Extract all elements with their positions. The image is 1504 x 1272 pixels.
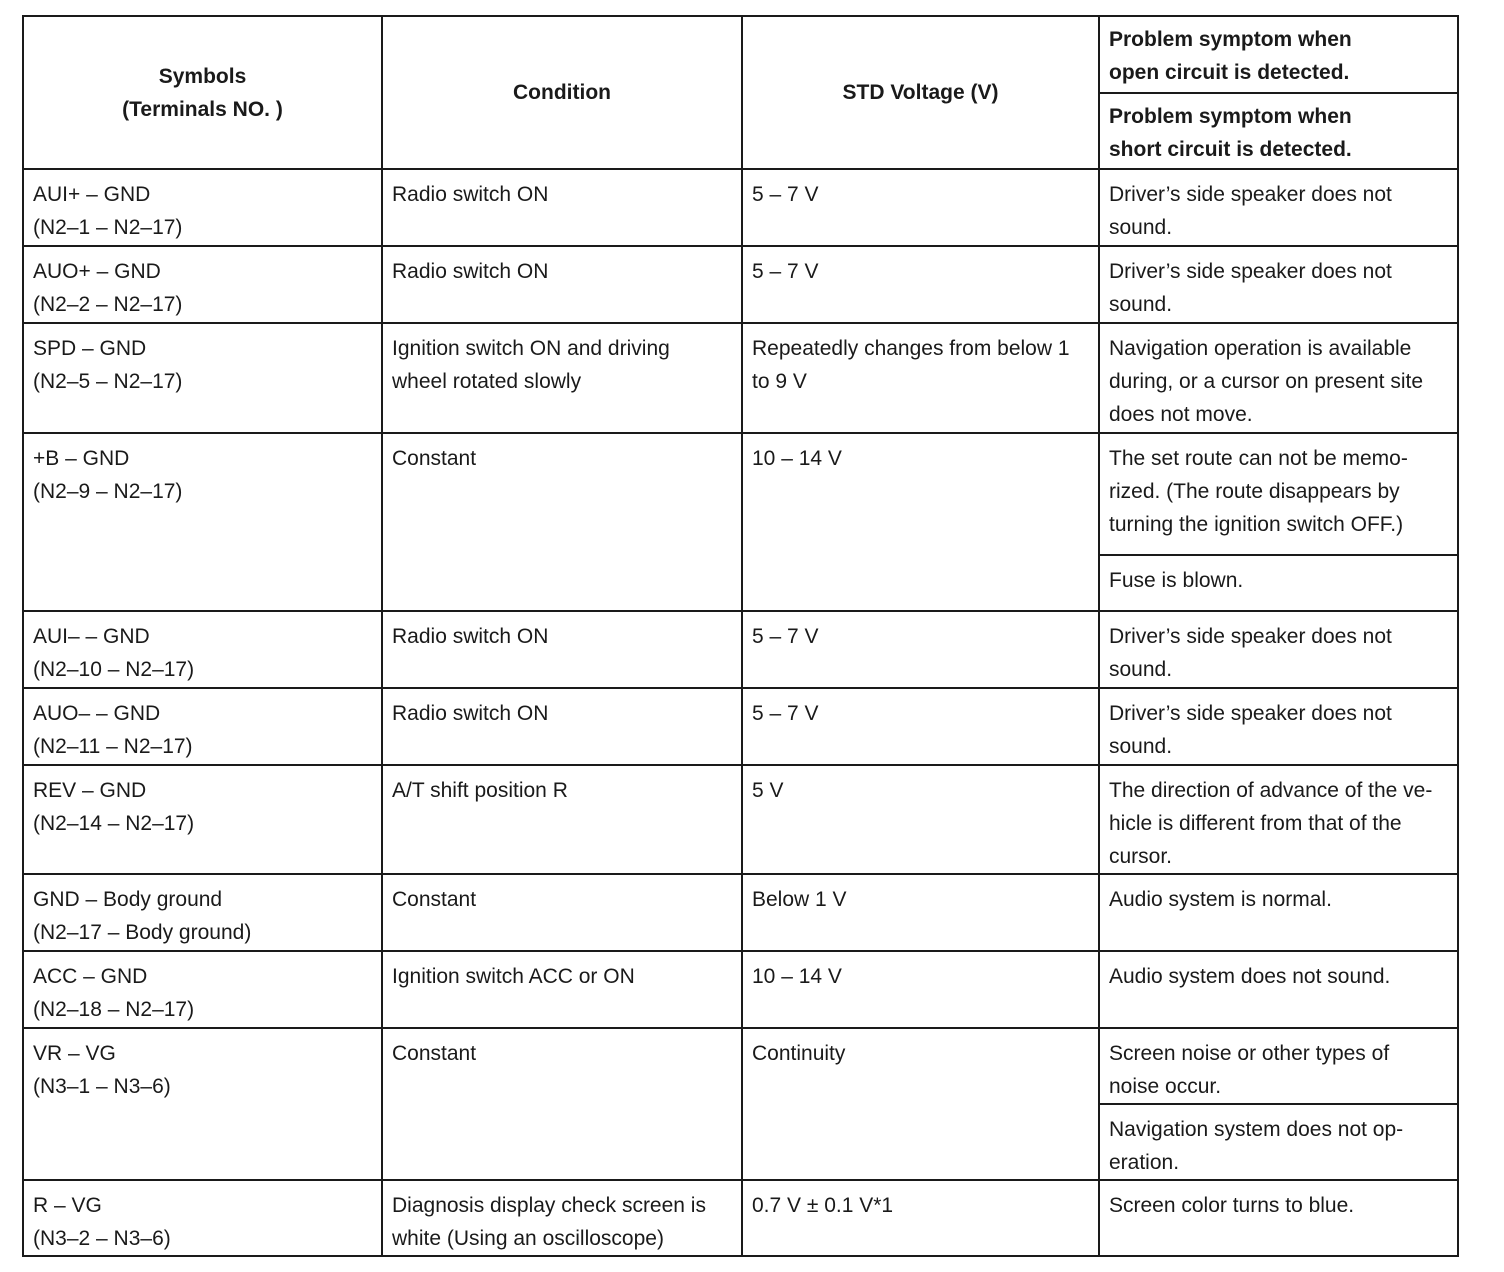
symbol-cell-line: (N2–17 – Body ground) <box>33 921 252 944</box>
condition-cell-line: Radio switch ON <box>392 260 549 283</box>
symptom-cell <box>1099 1180 1458 1256</box>
table-row <box>23 246 1458 323</box>
header-row <box>23 16 1458 93</box>
symbol-cell-line: (N3–1 – N3–6) <box>33 1075 171 1098</box>
symptom-cell <box>1099 1104 1458 1180</box>
symbol-cell-line: R – VG <box>33 1194 102 1217</box>
voltage-cell-line: 10 – 14 V <box>752 965 842 988</box>
condition-cell <box>382 765 742 874</box>
symptom-line: turning the ignition switch OFF.) <box>1109 513 1404 536</box>
symptom-cell <box>1099 169 1458 246</box>
symptom-cell <box>1099 611 1458 688</box>
symbol-cell-line: +B – GND <box>33 447 130 470</box>
symbol-cell <box>23 169 382 246</box>
voltage-cell-line: 5 – 7 V <box>752 183 819 206</box>
symbol-cell <box>23 765 382 874</box>
symptom-line: sound. <box>1109 658 1173 681</box>
symbol-cell-line: (N2–5 – N2–17) <box>33 370 183 393</box>
voltage-cell-line: 5 V <box>752 779 784 802</box>
symbol-cell <box>23 246 382 323</box>
voltage-cell-line: Continuity <box>752 1042 846 1065</box>
voltage-cell-line: 5 – 7 V <box>752 625 819 648</box>
condition-cell-line: white (Using an oscilloscope) <box>392 1227 664 1250</box>
symptom-line: Navigation system does not op- <box>1109 1118 1404 1141</box>
symptom-line: sound. <box>1109 735 1173 758</box>
symbol-cell <box>23 1028 382 1180</box>
condition-cell-line: Ignition switch ON and driving <box>392 337 670 360</box>
condition-cell <box>382 1028 742 1180</box>
condition-cell <box>382 246 742 323</box>
symptom-line: Audio system does not sound. <box>1109 965 1391 988</box>
symbol-cell <box>23 688 382 765</box>
condition-cell-line: Constant <box>392 447 477 470</box>
table-row <box>23 951 1458 1028</box>
header-symbols: Symbols (Terminals NO. ) <box>23 16 382 169</box>
symptom-line: The set route can not be memo- <box>1109 447 1408 470</box>
condition-cell-line: Radio switch ON <box>392 183 549 206</box>
symbol-cell-line: SPD – GND <box>33 337 147 360</box>
symbol-cell <box>23 874 382 951</box>
condition-cell-line: Diagnosis display check screen is <box>392 1194 706 1217</box>
symptom-cell <box>1099 874 1458 951</box>
condition-cell <box>382 1180 742 1256</box>
symbol-cell-line: (N2–1 – N2–17) <box>33 216 183 239</box>
condition-cell-line: Radio switch ON <box>392 702 549 725</box>
symbol-cell-line: (N2–9 – N2–17) <box>33 480 183 503</box>
symbol-cell <box>23 323 382 433</box>
header-condition: Condition <box>382 16 742 169</box>
symptom-cell <box>1099 555 1458 611</box>
header-open-circuit-symptom: Problem symptom when open circuit is detected. <box>1099 16 1458 93</box>
symptom-line: noise occur. <box>1109 1075 1222 1098</box>
symptom-line: sound. <box>1109 293 1173 316</box>
symbol-cell-line: (N2–11 – N2–17) <box>33 735 193 758</box>
symbol-cell <box>23 951 382 1028</box>
symbol-cell <box>23 433 382 611</box>
symbol-cell-line: (N2–18 – N2–17) <box>33 998 195 1021</box>
voltage-cell <box>742 1028 1099 1180</box>
symbol-cell-line: AUO+ – GND <box>33 260 161 283</box>
voltage-cell-line: to 9 V <box>752 370 807 393</box>
table-row <box>23 765 1458 874</box>
symptom-line: Screen color turns to blue. <box>1109 1194 1355 1217</box>
voltage-cell-line: Below 1 V <box>752 888 847 911</box>
symptom-cell <box>1099 246 1458 323</box>
condition-cell-line: Constant <box>392 1042 477 1065</box>
symptom-line: during, or a cursor on present site <box>1109 370 1423 393</box>
voltage-cell <box>742 1180 1099 1256</box>
voltage-cell <box>742 169 1099 246</box>
symbol-cell <box>23 611 382 688</box>
symptom-line: Driver’s side speaker does not <box>1109 183 1392 206</box>
voltage-cell-line: Repeatedly changes from below 1 <box>752 337 1070 360</box>
voltage-cell <box>742 688 1099 765</box>
voltage-cell <box>742 611 1099 688</box>
symbol-cell-line: (N2–2 – N2–17) <box>33 293 183 316</box>
table-row <box>23 1180 1458 1256</box>
symbol-cell-line: VR – VG <box>33 1042 116 1065</box>
symptom-cell <box>1099 323 1458 433</box>
voltage-cell <box>742 874 1099 951</box>
symbol-cell-line: GND – Body ground <box>33 888 223 911</box>
table-row <box>23 1028 1458 1104</box>
symbol-cell-line: AUI+ – GND <box>33 183 151 206</box>
symbol-cell-line: AUI– – GND <box>33 625 150 648</box>
symptom-line: The direction of advance of the ve- <box>1109 779 1433 802</box>
symptom-line: Screen noise or other types of <box>1109 1042 1390 1065</box>
table-row <box>23 688 1458 765</box>
condition-cell <box>382 433 742 611</box>
table-body <box>23 16 1458 1256</box>
condition-cell-line: Constant <box>392 888 477 911</box>
terminal-voltage-table <box>22 15 1459 1257</box>
voltage-cell <box>742 246 1099 323</box>
symptom-line: hicle is different from that of the <box>1109 812 1402 835</box>
voltage-cell <box>742 951 1099 1028</box>
symptom-cell <box>1099 765 1458 874</box>
symptom-line: Navigation operation is available <box>1109 337 1412 360</box>
symptom-line: does not move. <box>1109 403 1253 426</box>
symptom-line: Driver’s side speaker does not <box>1109 625 1392 648</box>
voltage-cell-line: 5 – 7 V <box>752 702 819 725</box>
voltage-cell-line: 5 – 7 V <box>752 260 819 283</box>
voltage-cell <box>742 323 1099 433</box>
symbol-cell-line: (N2–10 – N2–17) <box>33 658 195 681</box>
condition-cell-line: A/T shift position R <box>392 779 568 802</box>
symptom-cell <box>1099 1028 1458 1104</box>
symbol-cell-line: AUO– – GND <box>33 702 161 725</box>
condition-cell <box>382 951 742 1028</box>
voltage-cell <box>742 433 1099 611</box>
voltage-cell <box>742 765 1099 874</box>
table-row <box>23 611 1458 688</box>
symbol-cell <box>23 1180 382 1256</box>
header-short-circuit-symptom: Problem symptom when short circuit is detected. <box>1099 93 1458 169</box>
table-row <box>23 323 1458 433</box>
condition-cell <box>382 323 742 433</box>
symptom-cell <box>1099 951 1458 1028</box>
symbol-cell-line: (N3–2 – N3–6) <box>33 1227 171 1250</box>
symptom-line: Fuse is blown. <box>1109 569 1244 592</box>
table-row <box>23 874 1458 951</box>
symptom-line: rized. (The route disappears by <box>1109 480 1400 503</box>
condition-cell-line: Ignition switch ACC or ON <box>392 965 635 988</box>
symptom-line: Driver’s side speaker does not <box>1109 260 1392 283</box>
condition-cell-line: Radio switch ON <box>392 625 549 648</box>
symptom-line: sound. <box>1109 216 1173 239</box>
voltage-cell-line: 10 – 14 V <box>752 447 842 470</box>
symbol-cell-line: REV – GND <box>33 779 147 802</box>
condition-cell-line: wheel rotated slowly <box>392 370 582 393</box>
symptom-line: eration. <box>1109 1151 1180 1174</box>
table-row <box>23 169 1458 246</box>
symptom-cell <box>1099 433 1458 555</box>
header-std-voltage: STD Voltage (V) <box>742 16 1099 169</box>
symbol-cell-line: ACC – GND <box>33 965 148 988</box>
symptom-line: Audio system is normal. <box>1109 888 1332 911</box>
condition-cell <box>382 611 742 688</box>
condition-cell <box>382 688 742 765</box>
condition-cell <box>382 874 742 951</box>
voltage-cell-line: 0.7 V ± 0.1 V*1 <box>752 1194 894 1217</box>
table-row <box>23 433 1458 555</box>
condition-cell <box>382 169 742 246</box>
symptom-line: cursor. <box>1109 845 1173 868</box>
symptom-line: Driver’s side speaker does not <box>1109 702 1392 725</box>
symptom-cell <box>1099 688 1458 765</box>
symbol-cell-line: (N2–14 – N2–17) <box>33 812 195 835</box>
